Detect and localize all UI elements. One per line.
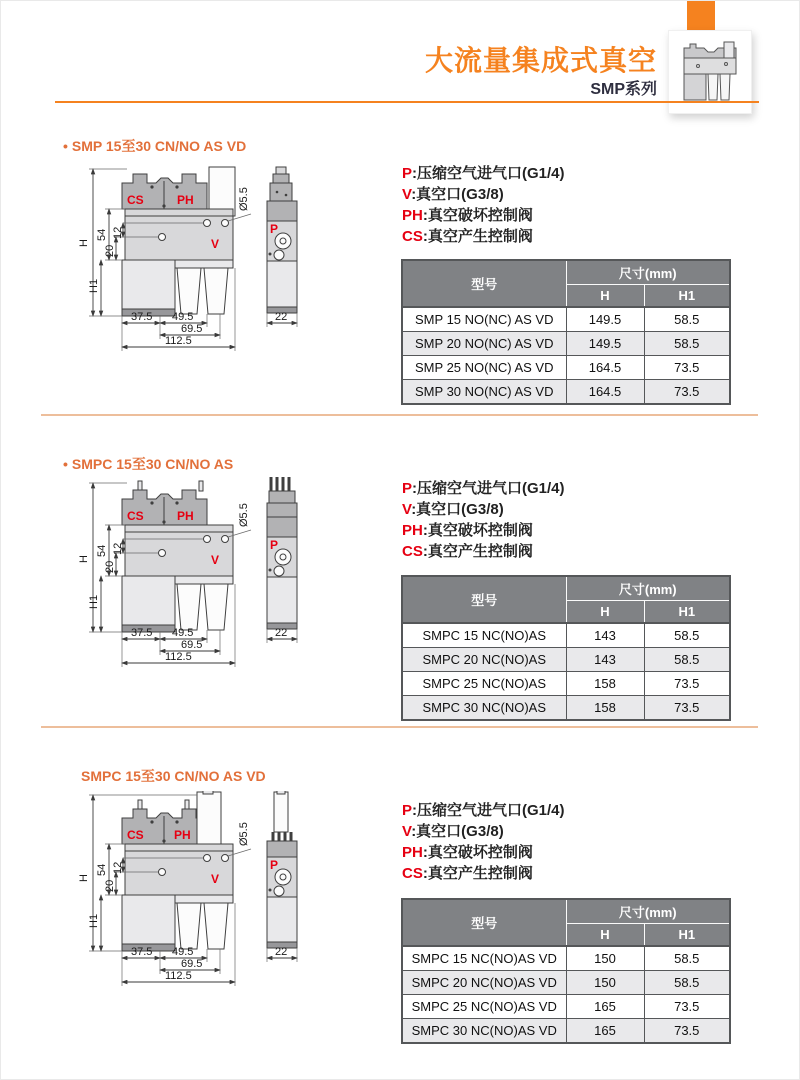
col-size-header: 尺寸(mm) (566, 260, 730, 285)
table-row: SMPC 30 NC(NO)AS VD 165 73.5 (402, 1019, 730, 1044)
col-h1-header: H1 (644, 601, 730, 624)
legend-item: PH:真空破坏控制阀 (402, 207, 533, 224)
section-1-drawing (57, 159, 397, 401)
side-view (267, 791, 297, 962)
section-2-title: • SMPC 15至30 CN/NO AS (63, 456, 234, 472)
page-title: 大流量集成式真空 (424, 45, 657, 76)
legend-item: V:真空口(G3/8) (402, 186, 504, 203)
dim-w1: 37.5 (131, 627, 153, 639)
section-3-legend (402, 800, 732, 884)
col-h-header: H (566, 285, 644, 308)
col-model-header: 型号 (402, 576, 566, 623)
section-1-legend (402, 163, 732, 247)
section-3-table (401, 898, 731, 1044)
corner-tab (687, 1, 715, 31)
table-row: SMPC 30 NC(NO)AS 158 73.5 (402, 696, 730, 721)
dim-w2: 49.5 (172, 627, 194, 639)
section-divider (41, 726, 758, 728)
product-thumbnail-drawing (676, 38, 744, 106)
dim-w4: 112.5 (165, 335, 192, 347)
dim-54: 54 (96, 228, 108, 241)
dim-dia: Ø5.5 (238, 822, 250, 846)
table-row: SMP 30 NO(NC) AS VD 164.5 73.5 (402, 380, 730, 405)
dim-h1: H1 (88, 278, 100, 293)
v-label: V (211, 237, 220, 251)
col-size-header: 尺寸(mm) (566, 899, 730, 924)
dim-dia: Ø5.5 (238, 187, 250, 211)
table-row: SMPC 20 NC(NO)AS 143 58.5 (402, 648, 730, 672)
col-h1-header: H1 (644, 285, 730, 308)
table-row: SMPC 25 NC(NO)AS VD 165 73.5 (402, 995, 730, 1019)
ph-label: PH (177, 509, 194, 523)
dim-w2: 49.5 (172, 946, 194, 958)
side-view (267, 167, 297, 327)
front-view (78, 791, 251, 986)
dim-dia: Ø5.5 (238, 503, 250, 527)
ph-label: PH (177, 193, 194, 207)
header-rule (55, 101, 759, 103)
section-3-title: SMPC 15至30 CN/NO AS VD (81, 768, 266, 784)
ph-label: PH (174, 828, 191, 842)
dim-w1: 37.5 (131, 946, 153, 958)
dim-h1: H1 (88, 594, 100, 609)
section-1-title: • SMP 15至30 CN/NO AS VD (63, 138, 247, 154)
dim-w3: 69.5 (181, 323, 203, 335)
dim-side-w: 22 (275, 946, 288, 958)
dim-h1: H1 (88, 913, 100, 928)
front-view (78, 481, 251, 667)
v-label: V (211, 872, 220, 886)
cs-label: CS (127, 828, 144, 842)
table-row: SMP 25 NO(NC) AS VD 164.5 73.5 (402, 356, 730, 380)
dim-54: 54 (96, 544, 108, 557)
dim-12: 12 (112, 861, 124, 874)
legend-item: V:真空口(G3/8) (402, 501, 504, 518)
legend-item: P:压缩空气进气口(G1/4) (402, 802, 565, 819)
dim-20: 20 (104, 560, 116, 573)
section-divider (41, 414, 758, 416)
legend-item: P:压缩空气进气口(G1/4) (402, 480, 565, 497)
section-1-table (401, 259, 731, 405)
front-view (78, 167, 251, 351)
legend-item: CS:真空产生控制阀 (402, 865, 533, 882)
col-model-header: 型号 (402, 899, 566, 946)
col-h1-header: H1 (644, 924, 730, 947)
v-label: V (211, 553, 220, 567)
legend-item: PH:真空破坏控制阀 (402, 522, 533, 539)
bullet-icon: • (63, 456, 68, 472)
dim-w3: 69.5 (181, 958, 203, 970)
legend-item: PH:真空破坏控制阀 (402, 844, 533, 861)
dim-side-w: 22 (275, 311, 288, 323)
p-label: P (270, 222, 279, 236)
dim-w4: 112.5 (165, 651, 192, 663)
dim-w4: 112.5 (165, 970, 192, 982)
table-row: SMP 20 NO(NC) AS VD 149.5 58.5 (402, 332, 730, 356)
table-row: SMPC 20 NC(NO)AS VD 150 58.5 (402, 971, 730, 995)
table-row: SMPC 25 NC(NO)AS 158 73.5 (402, 672, 730, 696)
cs-label: CS (127, 509, 144, 523)
table-row: SMP 15 NO(NC) AS VD 149.5 58.5 (402, 307, 730, 332)
legend-item: CS:真空产生控制阀 (402, 228, 533, 245)
dim-54: 54 (96, 863, 108, 876)
dim-12: 12 (112, 542, 124, 555)
dim-h: H (78, 555, 90, 563)
p-label: P (270, 538, 279, 552)
dim-20: 20 (104, 879, 116, 892)
series-subtitle: SMP系列 (590, 81, 657, 98)
cs-label: CS (127, 193, 144, 207)
col-model-header: 型号 (402, 260, 566, 307)
bullet-icon: • (63, 138, 68, 154)
dim-side-w: 22 (275, 627, 288, 639)
dim-w2: 49.5 (172, 311, 194, 323)
table-row: SMPC 15 NC(NO)AS VD 150 58.5 (402, 946, 730, 971)
dim-h: H (78, 239, 90, 247)
col-h-header: H (566, 601, 644, 624)
dim-w3: 69.5 (181, 639, 203, 651)
side-view (267, 477, 297, 643)
dim-20: 20 (104, 244, 116, 257)
dim-12: 12 (112, 226, 124, 239)
legend-item: P:压缩空气进气口(G1/4) (402, 165, 565, 182)
section-2-drawing (57, 475, 397, 717)
dim-w1: 37.5 (131, 311, 153, 323)
col-h-header: H (566, 924, 644, 947)
col-size-header: 尺寸(mm) (566, 576, 730, 601)
section-2-legend (402, 478, 732, 562)
legend-item: V:真空口(G3/8) (402, 823, 504, 840)
table-row: SMPC 15 NC(NO)AS 143 58.5 (402, 623, 730, 648)
section-2-table (401, 575, 731, 721)
legend-item: CS:真空产生控制阀 (402, 543, 533, 560)
dim-h: H (78, 874, 90, 882)
section-3-drawing (57, 791, 397, 1036)
p-label: P (270, 858, 279, 872)
